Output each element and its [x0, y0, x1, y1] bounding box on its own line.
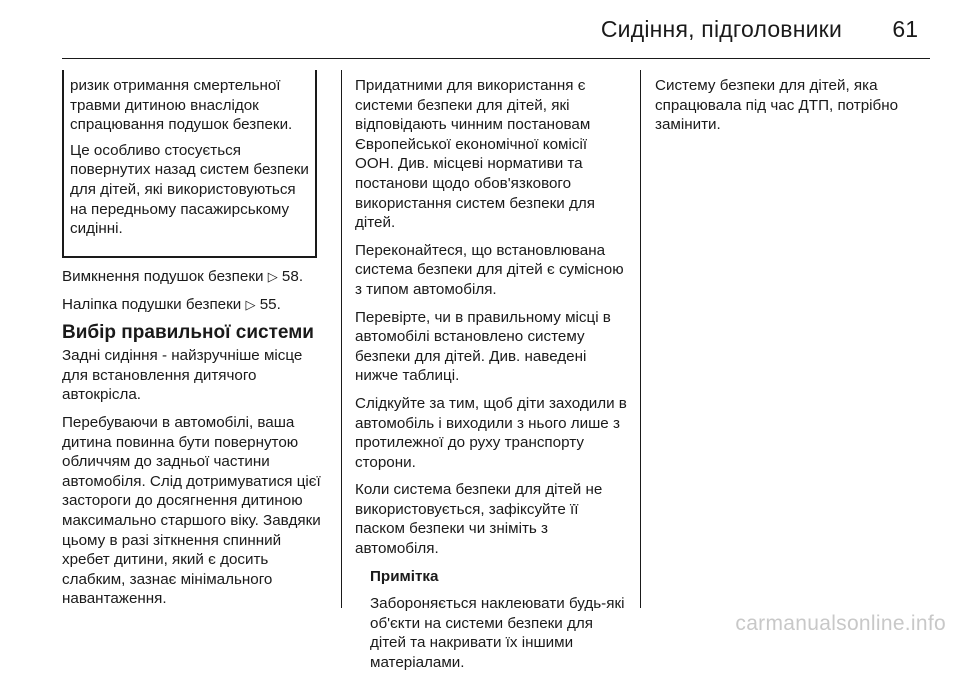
reference-arrow-icon: ▷	[245, 296, 256, 312]
warning-box	[62, 70, 317, 258]
paragraph-check-position: Перевірте, чи в правильному місці в автомобілі встановлено систему безпеки для дітей. Див. наведені нижче таблиці.	[355, 308, 611, 385]
airbag-sticker-page-link[interactable]: 55.	[259, 295, 281, 313]
note-body: Забороняється наклеювати будь-які об'єкти на системи безпеки для дітей та накривати їх іншими матеріалами.	[370, 595, 625, 672]
column-divider	[640, 70, 641, 608]
airbag-off-page-link[interactable]: 58.	[281, 268, 304, 285]
column-divider	[341, 70, 342, 608]
airbag-sticker-label: Наліпка подушки безпеки	[62, 295, 242, 313]
column-1	[62, 267, 332, 617]
paragraph-vehicle-compatibility: Переконайтеся, що встановлювана система безпеки для дітей є сумісною з типом автомобіля.	[355, 241, 624, 298]
paragraph-compatible-systems: Придатними для використання є системи безпеки для дітей, які відповідають чинним постановам Європейської економічної комісії ООН. Див. місцеві нормативи та постанови щодо обов'язкового використання систем безпеки для дітей.	[355, 77, 595, 232]
section-body: Перебуваючи в автомобілі, ваша дитина повинна бути повернутою обличчям до задньої частини автомобіля. Слід дотримуватися цієї засторoги до досягнення дитиною максимально старшого віку. Завдяки цьому в разі зіткнення спинний хребет дитини, який є досить слабким, зазнає мінімального навантаження.	[62, 413, 321, 608]
paragraph-replace-after-accident: Систему безпеки для дітей, яка спрацювала під час ДТП, потрібно замінити.	[655, 77, 899, 134]
warning-text-2: Це особливо стосується повернутих назад систем безпеки для дітей, які використовуються на передньому пасажирському сидінні.	[70, 141, 309, 238]
airbag-sticker-reference	[62, 295, 332, 315]
column-3	[655, 76, 935, 143]
airbag-off-reference	[62, 267, 332, 287]
paragraph-exit-side: Слідкуйте за тим, щоб діти заходили в автомобіль і виходили з нього лише з протилежної до руху транспорту сторони.	[355, 394, 627, 471]
page-header	[0, 0, 960, 62]
reference-arrow-icon: ▷	[267, 269, 278, 284]
section-intro: Задні сидіння - найзручніше місце для встановлення дитячого автокрісла.	[62, 347, 303, 404]
page-number: 61	[892, 16, 918, 42]
column-2	[355, 76, 630, 681]
section-heading: Вибір правильної системи	[62, 322, 314, 344]
paragraph-secure-unused: Коли система безпеки для дітей не використовується, зафіксуйте її паском безпеки чи зніміть з автомобіля.	[355, 481, 603, 558]
watermark: carmanualsonline.info	[735, 612, 946, 635]
note-title: Примітка	[370, 567, 439, 585]
warning-text-1: ризик отримання смертельної травми дитиною внаслідок спрацювання подушок безпеки.	[70, 77, 293, 134]
page-title: Сидіння, підголовники	[600, 16, 842, 42]
note-block	[355, 567, 630, 673]
airbag-off-label: Вимкнення подушок безпеки	[62, 268, 264, 285]
header-divider	[62, 58, 930, 59]
